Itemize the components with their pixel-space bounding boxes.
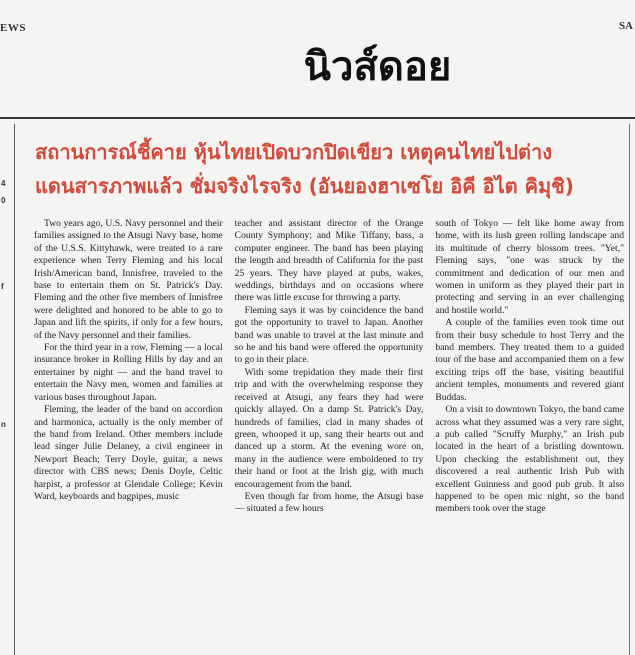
paragraph: For the third year in a row, Fleming — a local insurance broker in Rolling Hills by day and an entertainer by night — and the band travel to entertain the Navy men, women and families at various bases throughout Japan. bbox=[34, 342, 223, 403]
paragraph: south of Tokyo — felt like home away from home, with its lush green rolling landscape and its multitude of cherry blossom trees. "Yet," Fleming says, "one was struck by the commitment and dedication of our men and women in uniform as they played their part in protecting and serving in an ever challenging and hostile world." bbox=[435, 218, 625, 316]
right-column-edge bbox=[629, 124, 635, 655]
article-headline bbox=[35, 135, 627, 203]
paragraph: Even though far from home, the Atsugi base — situated a few hours bbox=[234, 490, 424, 515]
edge-fragment: n bbox=[1, 420, 6, 429]
article-column-1 bbox=[34, 218, 223, 646]
edge-fragment: 4 bbox=[1, 179, 6, 188]
article-column-3 bbox=[435, 218, 624, 646]
section-label: EWS bbox=[0, 22, 26, 34]
masthead-title: นิวส์ดอย bbox=[303, 44, 452, 90]
masthead-divider bbox=[0, 117, 635, 119]
adjacent-column-edge bbox=[0, 124, 15, 655]
date-label-fragment: SA bbox=[618, 20, 633, 32]
edge-fragment: f bbox=[1, 282, 4, 291]
headline-line-2: แดนสารภาพแล้ว ชั่มจริงไรจริง (อันยองฮาเซโย อิคี อิไต คิมุชิ) bbox=[35, 174, 574, 198]
headline-line-1: สถานการณ์ชี้คาย หุ้นไทยเปิดบวกปิดเขียว เหตุคนไทยไปต่าง bbox=[35, 140, 552, 164]
edge-fragment: 0 bbox=[1, 196, 6, 205]
paragraph: On a visit to downtown Tokyo, the band came across what they assumed was a very rare sight, a pub called "Scruffy Murphy," an Irish pub located in the heart of a bristling downtown. Upon checking the establishment out, they discovered a real authentic Irish Pub with excellent Guinness and good pub grub. It also happened to be open mic night, so the band members took over the stage bbox=[435, 404, 625, 515]
article-column-2 bbox=[235, 218, 424, 646]
paragraph: With some trepidation they made their first trip and with the overwhelming response they received at Atsugi, any fears they had were quickly allayed. On a damp St. Patrick's Day, hundreds of families, clad in many shades of green, whooped it up, sang their hearts out and danced up a storm. At the evening wore on, many in the audience were emboldened to try their hand or foot at the Irish gig, with much encouragement from the band. bbox=[234, 366, 424, 490]
paragraph: Fleming says it was by coincidence the band got the opportunity to travel to Japan. Another band was unable to travel at the last minute and so he and his band were offered the opportunity to go in their place. bbox=[234, 304, 424, 366]
paragraph: A couple of the families even took time out from their busy schedule to host Terry and the band members. They treated them to a guided tour of the base and accompanied them on a few exciting trips off the base, visiting beautiful ancient temples, monuments and revered giant Buddas. bbox=[435, 317, 625, 403]
article-body bbox=[34, 218, 624, 646]
paragraph: Two years ago, U.S. Navy personnel and their families assigned to the Atsugi Navy base, home of the U.S.S. Kittyhawk, were treated to a rare experience when Terry Fleming and his local Irish/American band, Innisfree, traveled to the base to entertain them on St. Patrick's Day. Fleming and the other five members of Innisfree were delighted and honored to be able to go to Japan and lift the spirits, if only for a few hours, of the Navy personnel and their families. bbox=[34, 218, 223, 341]
paragraph: Fleming, the leader of the band on accordion and harmonica, actually is the only member of the band from Ireland. Other members include lead singer Julie Delaney, a civil engineer in Newport Beach; Terry Doyle, guitar, a news director with CBS news; Denis Doyle, Celtic harpist, a professor at Glendale College; Kevin Ward, keyboards and bagpipes, music bbox=[34, 404, 223, 502]
paragraph: teacher and assistant director of the Orange County Symphony; and Mike Tiffany, bass, a computer engineer. The band has been playing the length and breadth of California for the past 25 years. They have played at pubs, wakes, weddings, birthdays and on occasions where there was little excuse for throwing a party. bbox=[234, 218, 424, 304]
